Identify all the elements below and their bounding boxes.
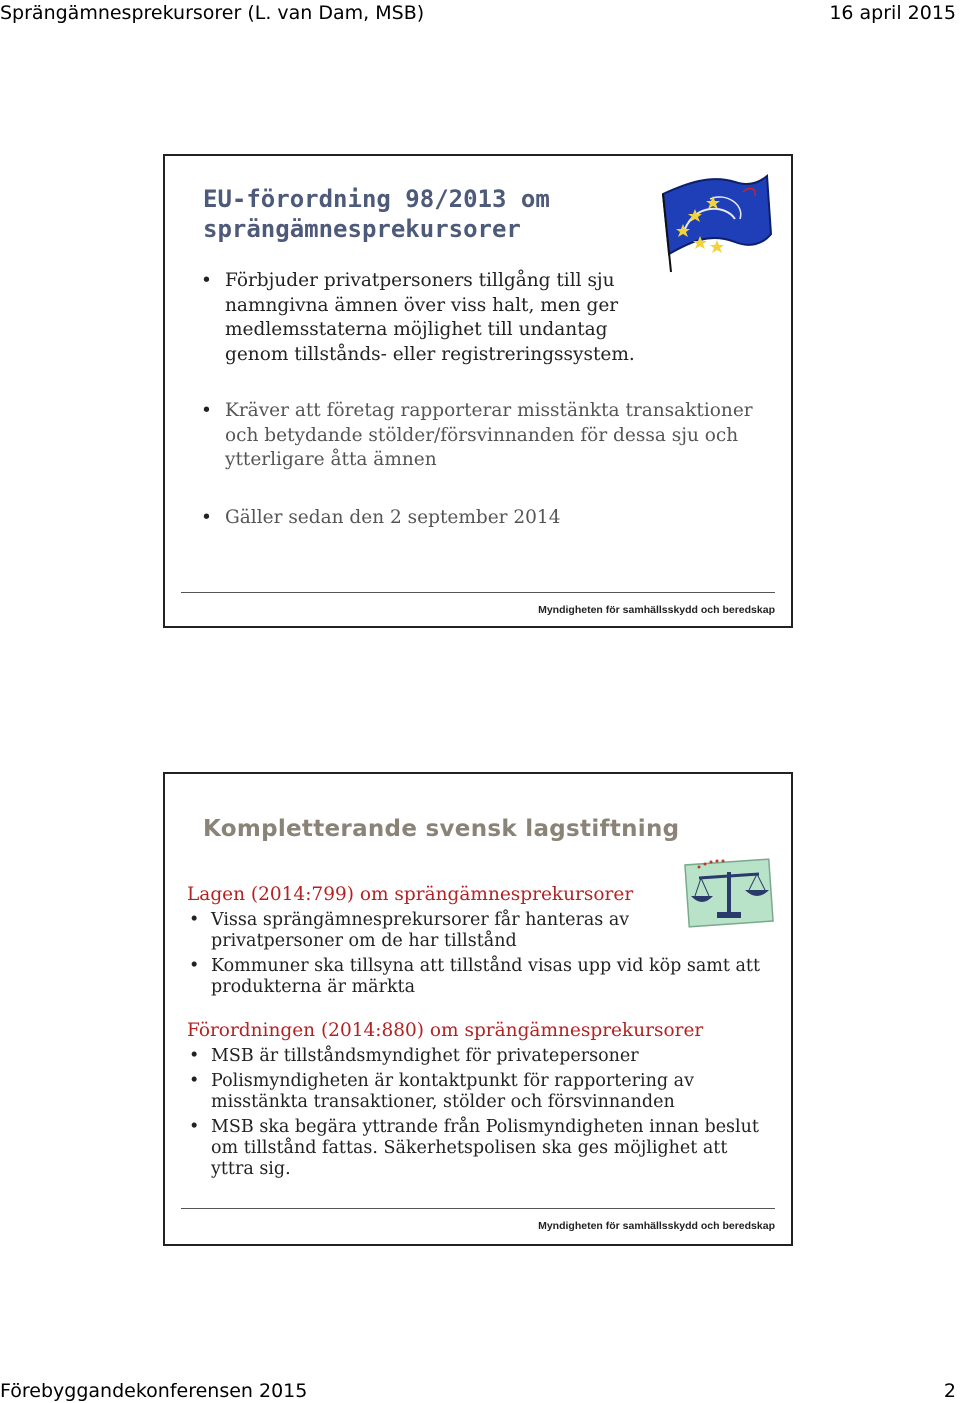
forordningen-list [187, 1046, 767, 1184]
eu-flag-icon [655, 174, 775, 274]
slide-1-footer-org: Myndigheten för samhällsskydd och beredskap [538, 604, 775, 616]
slide-1-title-line1: EU-förordning 98/2013 om [203, 185, 550, 213]
slide-1-bullets-tertiary [201, 506, 701, 531]
page-header-title: Sprängämnesprekursorer (L. van Dam, MSB) [0, 2, 425, 24]
page-number: 2 [943, 1380, 956, 1402]
list-item: • Kommuner ska tillsyna att tillstånd visas upp vid köp samt att produkterna är märkta [187, 956, 767, 998]
slide-2-footer-org: Myndigheten för samhällsskydd och beredskap [538, 1220, 775, 1232]
slide-1-bullets-secondary [201, 399, 761, 473]
list-item: • Vissa sprängämnesprekursorer får hanteras av privatpersoner om de har tillstånd [187, 910, 651, 952]
slide-1 [163, 154, 793, 628]
forordningen-heading: Förordningen (2014:880) om sprängämnesprekursorer [187, 1020, 704, 1041]
lagen-list [187, 910, 767, 1002]
list-item: • Polismyndigheten är kontaktpunkt för rapportering av misstänkta transaktioner, stölder och försvinnanden [187, 1071, 767, 1113]
list-item: • Gäller sedan den 2 september 2014 [201, 506, 701, 531]
page-footer-conference: Förebyggandekonferensen 2015 [0, 1380, 308, 1402]
list-item: • Kräver att företag rapporterar misstänkta transaktioner och betydande stölder/försvinnanden för dessa sju och ytterligare åtta ämnen [201, 399, 761, 473]
slide-1-footer-rule [181, 592, 775, 593]
slide-1-title-line2: sprängämnesprekursorer [203, 215, 521, 243]
list-item: • MSB är tillståndsmyndighet för privatepersoner [187, 1046, 767, 1067]
slide-1-title [203, 184, 623, 244]
slide-2-footer-rule [181, 1208, 775, 1209]
list-item: • MSB ska begära yttrande från Polismyndigheten innan beslut om tillstånd fattas. Säkerhetspolisen ska ges möjlighet att yttra sig. [187, 1117, 767, 1180]
lagen-heading: Lagen (2014:799) om sprängämnesprekursorer [187, 884, 634, 905]
slide-2-title: Kompletterande svensk lagstiftning [203, 816, 680, 842]
page-header-date: 16 april 2015 [829, 2, 956, 24]
slide-2 [163, 772, 793, 1246]
list-item: • Förbjuder privatpersoners tillgång till sju namngivna ämnen över viss halt, men ger medlemsstaterna möjlighet till undantag genom tillstånds- eller registreringssystem. [201, 269, 661, 367]
slide-1-bullets-primary [201, 269, 661, 367]
